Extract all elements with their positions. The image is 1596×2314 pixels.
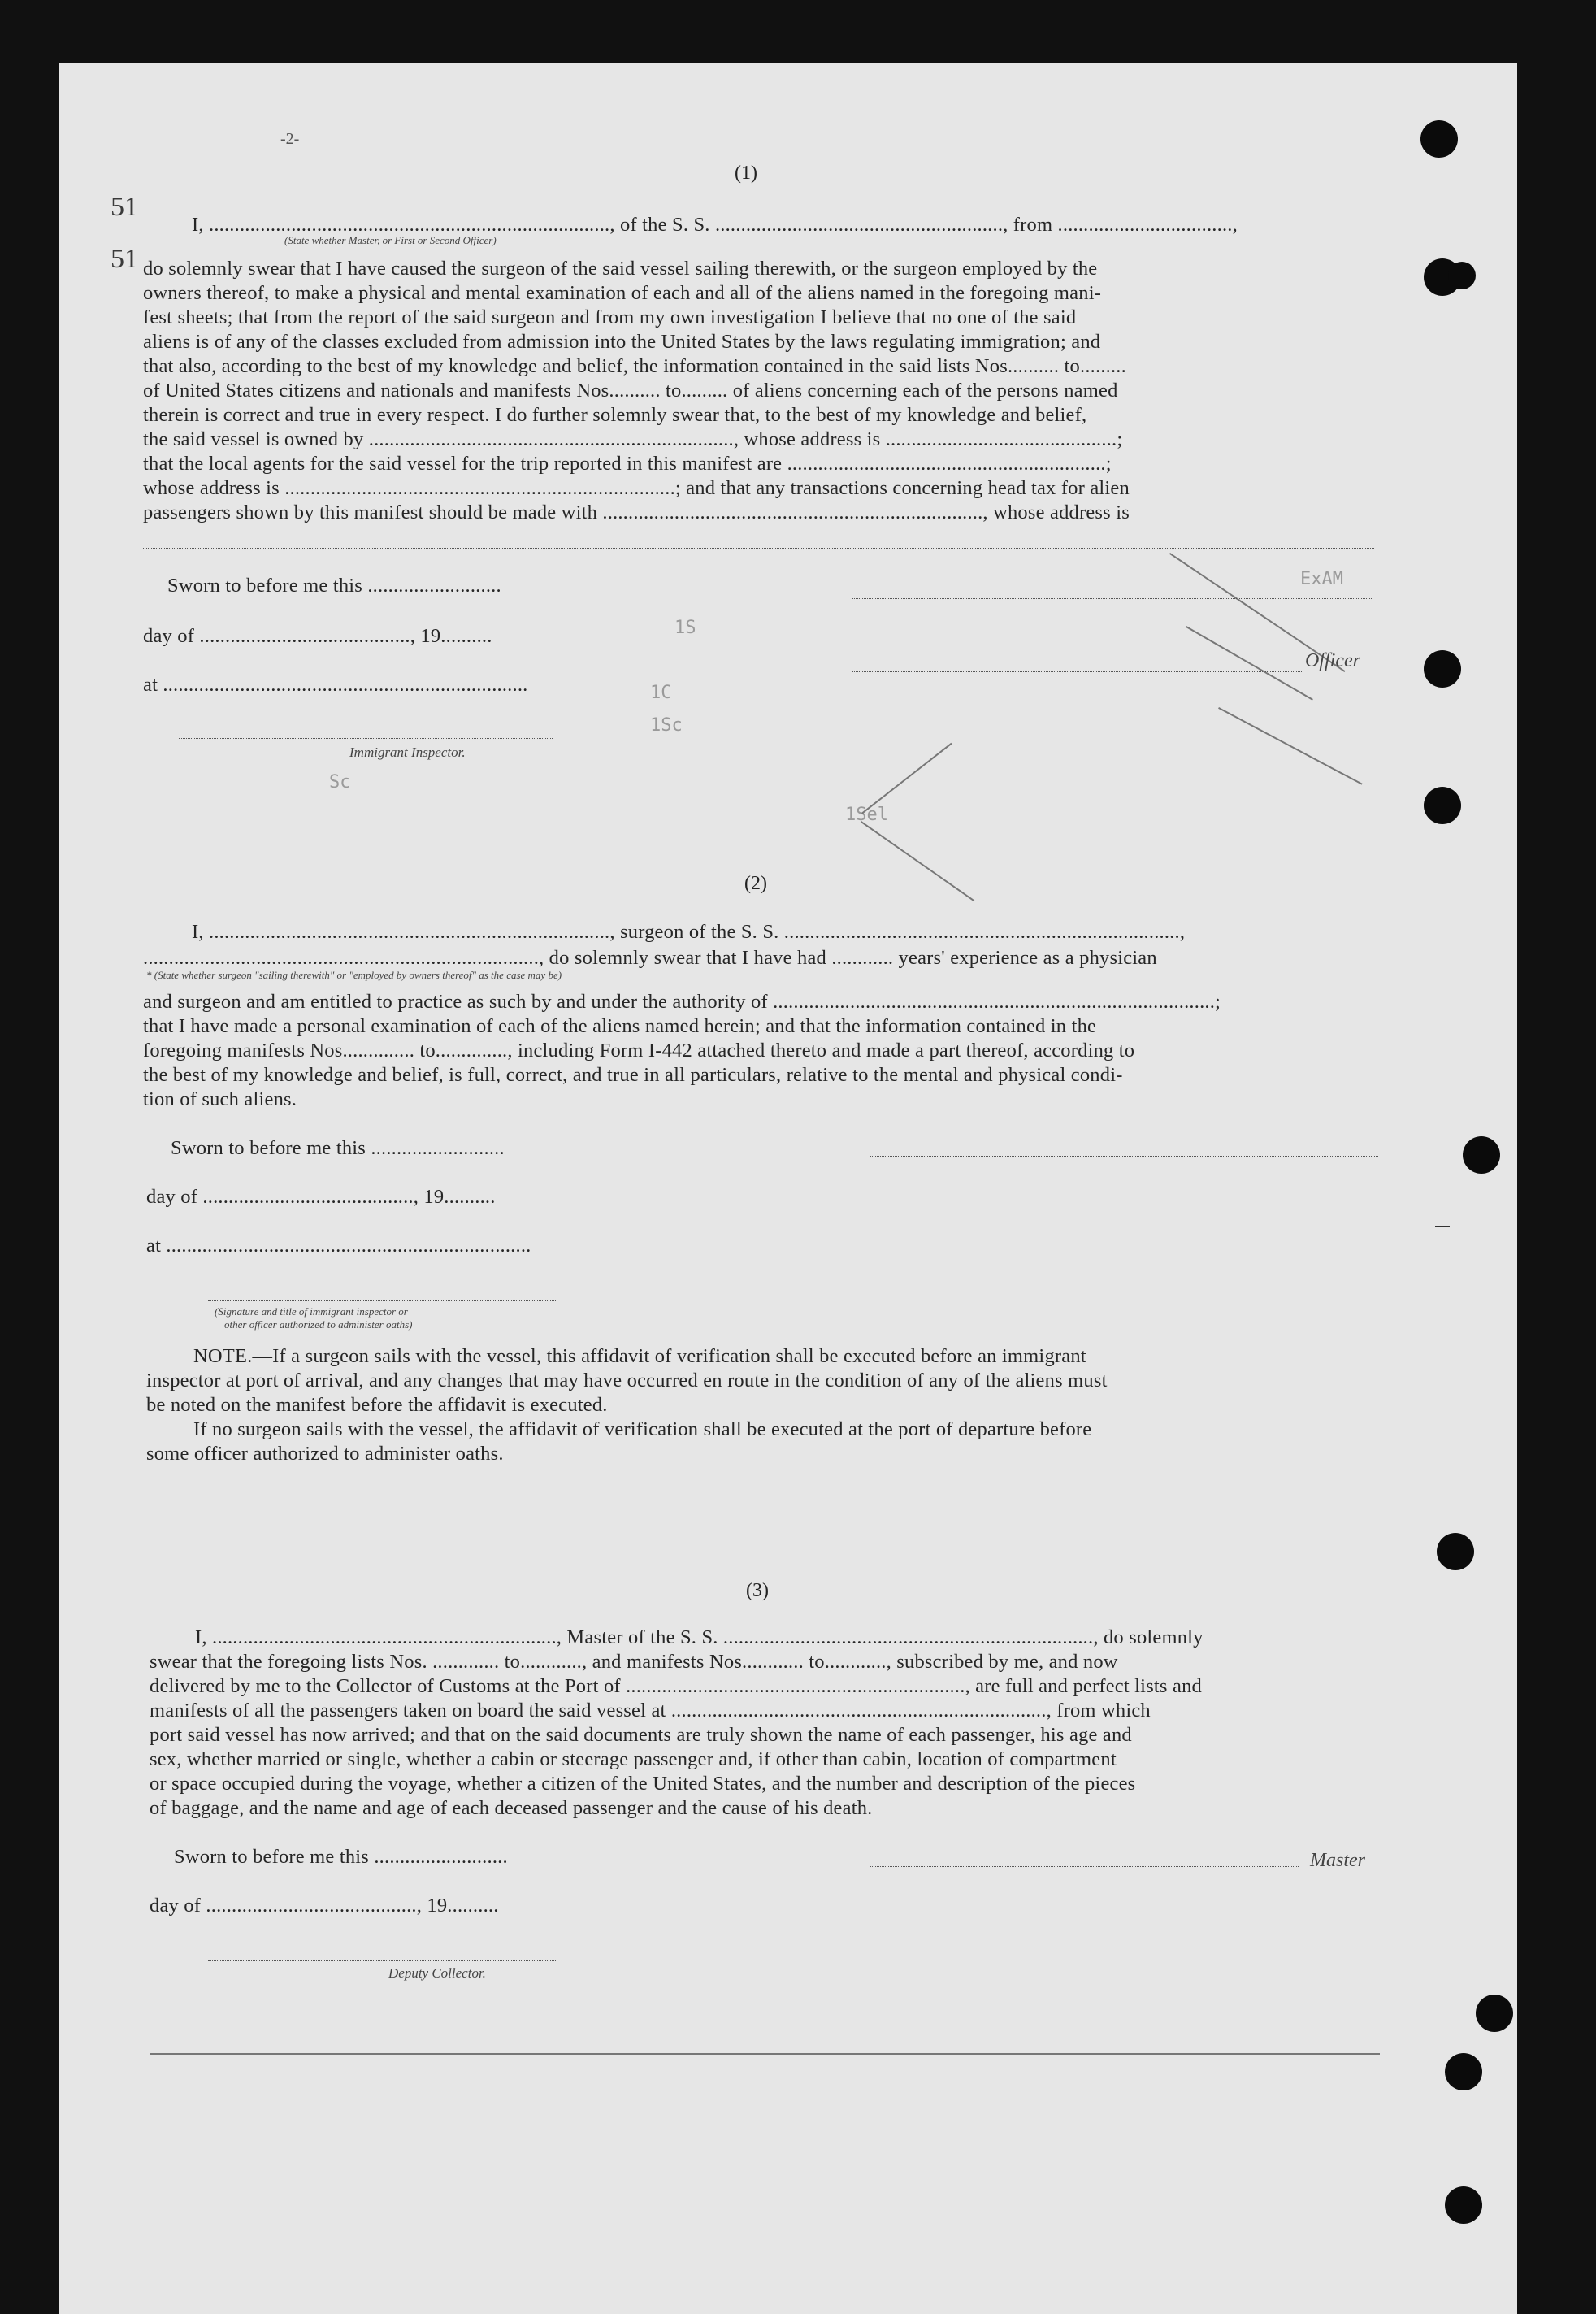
note-line: NOTE.—If a surgeon sails with the vessel, this affidavit of verification shall be executed before an immigrant <box>193 1345 1086 1367</box>
punch-hole <box>1445 2053 1482 2090</box>
section-2-line: foregoing manifests Nos.............. to.............., including Form I-442 attached thereto and made a part thereof, according to <box>143 1040 1135 1061</box>
section-3-line: manifests of all the passengers taken on board the said vessel at ........................................................................., from which <box>150 1700 1151 1721</box>
section-1-line: the said vessel is owned by ......................................................................., whose address is .............................................; <box>143 428 1123 450</box>
section-1-line: fest sheets; that from the report of the said surgeon and from my own investigation I believe that no one of the said <box>143 306 1077 328</box>
section-1-line: whose address is ............................................................................; and that any transactions concerning head tax for alien <box>143 477 1130 499</box>
section-3-line: port said vessel has now arrived; and that on the said documents are truly shown the name of each passenger, his age and <box>150 1724 1132 1746</box>
section-3-line: delivered by me to the Collector of Customs at the Port of .................................................................., are full and perfect lists and <box>150 1675 1202 1697</box>
signature-caption: other officer authorized to administer oaths) <box>224 1318 413 1331</box>
master-signature-line <box>870 1866 1299 1867</box>
signature-line <box>208 1300 557 1301</box>
immigrant-inspector-label: Immigrant Inspector. <box>349 745 466 760</box>
side-mark: 51 <box>111 192 138 222</box>
sworn-before-me: Sworn to before me this .......................... <box>174 1846 508 1868</box>
section-1-line: that the local agents for the said vessel for the trip reported in this manifest are ..............................................................; <box>143 453 1112 475</box>
section-1-line: aliens is of any of the classes excluded from admission into the United States by the laws regulating immigration; and <box>143 331 1101 353</box>
sworn-day: day of ........................................., 19.......... <box>146 1186 496 1208</box>
deputy-collector-label: Deputy Collector. <box>388 1965 486 1981</box>
section-1-line: that also, according to the best of my knowledge and belief, the information contained in the said lists Nos.......... to......... <box>143 355 1126 377</box>
sworn-day: day of ........................................., 19.......... <box>143 625 492 647</box>
bottom-rule <box>150 2053 1380 2055</box>
officer-signature-line <box>852 671 1303 672</box>
punch-hole <box>1445 2186 1482 2224</box>
punch-hole <box>1476 1995 1513 2032</box>
section-2-line: and surgeon and am entitled to practice as such by and under the authority of ......................................................................................; <box>143 991 1221 1013</box>
section-3-line: swear that the foregoing lists Nos. ............. to............, and manifests Nos............ to............, subscribed by me, and now <box>150 1651 1118 1673</box>
bleed-through-text: 1C <box>650 683 672 703</box>
note-line: be noted on the manifest before the affidavit is executed. <box>146 1394 608 1416</box>
sworn-day: day of ........................................., 19.......... <box>150 1895 499 1917</box>
section-2-caption: * (State whether surgeon "sailing therewith" or "employed by owners thereof" as the case may be) <box>146 969 562 981</box>
punch-hole <box>1424 650 1461 688</box>
bleed-through-text: 1S <box>674 618 696 638</box>
section-1-caption: (State whether Master, or First or Second Officer) <box>284 234 497 246</box>
bleed-through-text: Sc <box>329 772 351 792</box>
section-1-line: I, .............................................................................., of the S. S. ........................................................, from .................................., <box>192 214 1238 236</box>
section-1-line: passengers shown by this manifest should be made with .........................................................................., whose address is <box>143 501 1130 523</box>
punch-hole <box>1448 262 1476 289</box>
edge-dash <box>1435 1226 1450 1227</box>
section-3-line: or space occupied during the voyage, whether a citizen of the United States, and the number and description of the pieces <box>150 1773 1136 1795</box>
section-3-line: of baggage, and the name and age of each deceased passenger and the cause of his death. <box>150 1797 873 1819</box>
section-3-number: (3) <box>746 1580 769 1601</box>
bleed-through-text: ExAM <box>1300 569 1343 589</box>
sworn-at: at ....................................................................... <box>146 1235 531 1257</box>
bleed-through-text: 1Sel <box>845 805 888 825</box>
section-2-line: ............................................................................., do solemnly swear that I have had ............ years' experience as a physician <box>143 947 1157 969</box>
section-1-line: owners thereof, to make a physical and mental examination of each and all of the aliens named in the foregoing mani- <box>143 282 1102 304</box>
sworn-before-me: Sworn to before me this .......................... <box>171 1137 505 1159</box>
section-3-line: I, ..................................................................., Master of the S. S. ........................................................................, do solemnly <box>195 1626 1204 1648</box>
master-label: Master <box>1310 1850 1365 1871</box>
section-1-line: therein is correct and true in every respect. I do further solemnly swear that, to the best of my knowledge and belief, <box>143 404 1087 426</box>
section-2-line: that I have made a personal examination of each of the aliens named herein; and that the information contained in the <box>143 1015 1097 1037</box>
sworn-before-me: Sworn to before me this .......................... <box>167 575 501 597</box>
address-line <box>143 548 1374 549</box>
note-line: If no surgeon sails with the vessel, the affidavit of verification shall be executed at the port of departure before <box>193 1418 1092 1440</box>
surgeon-signature-line <box>870 1156 1378 1157</box>
section-2-line: I, .............................................................................., surgeon of the S. S. ............................................................................., <box>192 921 1186 943</box>
punch-hole <box>1420 120 1458 158</box>
punch-hole <box>1437 1533 1474 1570</box>
bleed-through-text: 1Sc <box>650 715 683 736</box>
officer-label: Officer <box>1305 650 1360 671</box>
page-mark: -2- <box>280 130 300 148</box>
side-mark: 51 <box>111 244 138 274</box>
sworn-at: at ....................................................................... <box>143 674 528 696</box>
section-2-number: (2) <box>744 873 767 894</box>
section-1-number: (1) <box>735 163 757 184</box>
note-line: some officer authorized to administer oaths. <box>146 1443 504 1465</box>
note-line: inspector at port of arrival, and any changes that may have occurred en route in the condition of any of the aliens must <box>146 1370 1108 1391</box>
section-1-line: of United States citizens and nationals and manifests Nos.......... to......... of aliens concerning each of the persons named <box>143 380 1118 402</box>
punch-hole <box>1463 1136 1500 1174</box>
section-1-line: do solemnly swear that I have caused the surgeon of the said vessel sailing therewith, or the surgeon employed by the <box>143 258 1098 280</box>
punch-hole <box>1424 787 1461 824</box>
section-2-line: the best of my knowledge and belief, is full, correct, and true in all particulars, relative to the mental and physical condi- <box>143 1064 1123 1086</box>
section-2-line: tion of such aliens. <box>143 1088 297 1110</box>
section-3-line: sex, whether married or single, whether a cabin or steerage passenger and, if other than cabin, location of compartment <box>150 1748 1117 1770</box>
collector-signature-line <box>208 1960 557 1961</box>
inspector-signature-line <box>179 738 553 739</box>
officer-line-top <box>852 598 1372 599</box>
signature-caption: (Signature and title of immigrant inspector or <box>215 1305 408 1318</box>
